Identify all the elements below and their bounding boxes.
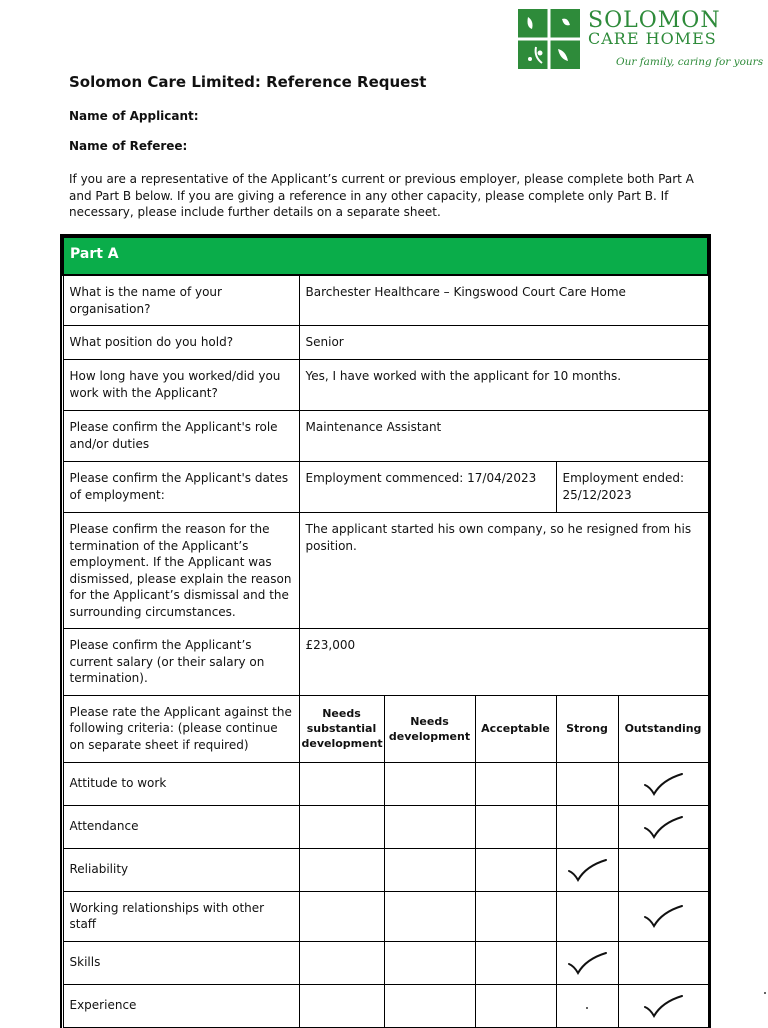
intro-paragraph: If you are a representative of the Applicant’s current or previous employer, please complete both Part A and Part B below. If you are giving a reference in any other capacity, please complete only Part B. If necessary, please include further details on a separate sheet. [69,172,694,219]
salary-question: Please confirm the Applicant’s current salary (or their salary on termination). [63,629,299,696]
rating-cell[interactable] [299,762,384,805]
duration-question: How long have you worked/did you work with the Applicant? [63,360,299,411]
tree-logo-icon [518,9,580,69]
table-row [63,513,708,629]
termination-answer[interactable]: The applicant started his own company, so he resigned from his position. [299,513,708,629]
role-answer[interactable]: Maintenance Assistant [299,411,708,462]
checkmark-icon [641,771,685,797]
rating-cell[interactable] [475,805,556,848]
criteria-label: Skills [63,941,299,984]
duration-answer[interactable]: Yes, I have worked with the applicant for 10 months. [299,360,708,411]
rating-cell[interactable] [475,891,556,941]
company-logo [518,8,764,71]
rating-cell[interactable] [618,891,708,941]
rating-cell[interactable] [556,805,618,848]
criteria-label: Attitude to work [63,762,299,805]
table-row [63,629,708,696]
criteria-row [63,984,708,1027]
termination-question: Please confirm the reason for the termination of the Applicant’s employment. If the Applicant was dismissed, please explain the reason for the Applicant’s dismissal and the surrounding circumstances. [63,513,299,629]
rating-cell[interactable] [384,891,475,941]
rating-cell[interactable] [618,848,708,891]
rating-cell[interactable] [475,984,556,1027]
criteria-row [63,848,708,891]
rating-question: Please rate the Applicant against the following criteria: (please continue on separate sheet if required) [63,695,299,762]
rating-cell[interactable] [299,805,384,848]
dates-question: Please confirm the Applicant's dates of employment: [63,462,299,513]
referee-label: Name of Referee: [69,139,188,153]
table-row [63,462,708,513]
rating-cell[interactable] [384,941,475,984]
criteria-row [63,805,708,848]
salary-answer[interactable]: £23,000 [299,629,708,696]
criteria-row [63,941,708,984]
logo-subtitle: CARE HOMES [588,29,717,48]
rating-header: Needs substantial development [299,695,384,762]
rating-cell[interactable] [618,805,708,848]
rating-cell[interactable] [556,762,618,805]
part-a-table [62,236,709,1028]
organisation-answer[interactable]: Barchester Healthcare – Kingswood Court Care Home [299,275,708,326]
criteria-label: Working relationships with other staff [63,891,299,941]
part-a-header-row [63,237,708,275]
criteria-row [63,762,708,805]
logo-name: SOLOMON [588,8,721,33]
rating-cell[interactable] [475,941,556,984]
rating-cell[interactable] [475,848,556,891]
rating-cell[interactable] [618,984,708,1027]
table-row [63,411,708,462]
page-title: Solomon Care Limited: Reference Request [69,73,427,91]
rating-cell[interactable] [299,848,384,891]
criteria-label: Reliability [63,848,299,891]
rating-cell[interactable] [384,984,475,1027]
checkmark-icon [565,857,609,883]
rating-cell[interactable] [299,984,384,1027]
rating-cell[interactable] [475,762,556,805]
criteria-row [63,891,708,941]
employment-start-date[interactable]: Employment commenced: 17/04/2023 [299,462,556,513]
checkmark-icon [641,814,685,840]
criteria-label: Experience [63,984,299,1027]
rating-header: Needs development [384,695,475,762]
rating-cell[interactable] [556,984,618,1027]
part-a-heading: Part A [63,237,708,275]
organisation-question: What is the name of your organisation? [63,275,299,326]
rating-cell[interactable] [384,762,475,805]
rating-cell[interactable] [618,762,708,805]
table-row [63,360,708,411]
stray-mark [586,1007,588,1009]
rating-cell[interactable] [384,805,475,848]
applicant-label: Name of Applicant: [69,109,199,123]
rating-header: Outstanding [618,695,708,762]
rating-cell[interactable] [299,941,384,984]
rating-cell[interactable] [556,891,618,941]
checkmark-icon [565,950,609,976]
checkmark-icon [641,903,685,929]
rating-header: Acceptable [475,695,556,762]
table-row [63,275,708,326]
rating-header-row [63,695,708,762]
rating-cell[interactable] [384,848,475,891]
rating-cell[interactable] [299,891,384,941]
employment-end-date[interactable]: Employment ended: 25/12/2023 [556,462,708,513]
rating-cell[interactable] [556,848,618,891]
position-question: What position do you hold? [63,326,299,360]
criteria-label: Attendance [63,805,299,848]
table-row [63,326,708,360]
rating-cell[interactable] [618,941,708,984]
position-answer[interactable]: Senior [299,326,708,360]
stray-mark [764,992,766,994]
checkmark-icon [641,993,685,1019]
rating-cell[interactable] [556,941,618,984]
logo-tagline: Our family, caring for yours [616,56,764,68]
role-question: Please confirm the Applicant's role and/or duties [63,411,299,462]
rating-header: Strong [556,695,618,762]
